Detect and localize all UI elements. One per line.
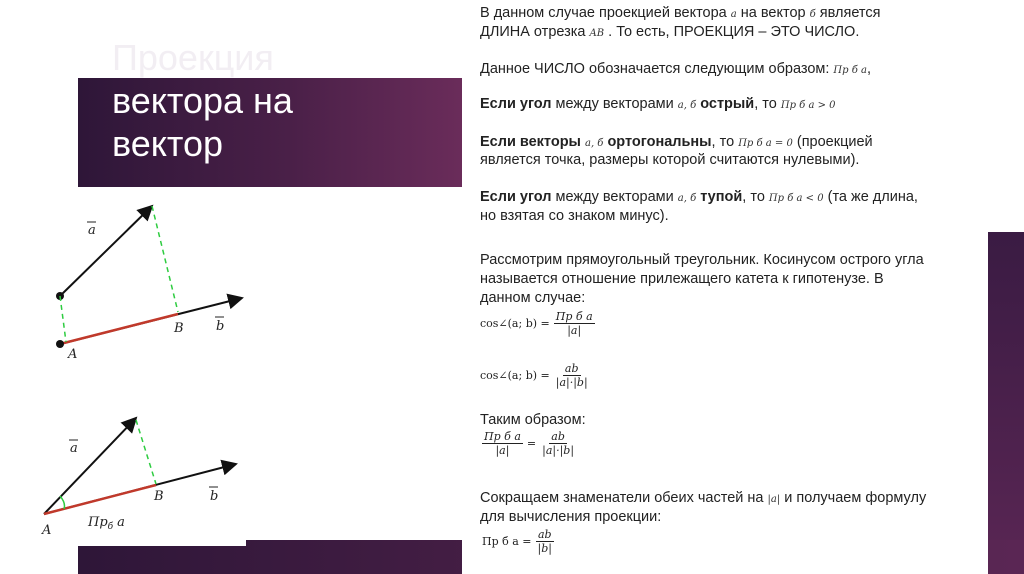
dashed-perpendicular-left — [60, 296, 66, 342]
label-point-B: B — [154, 489, 164, 504]
paragraph-acute: Если угол между векторами a, б острый, то Пр б a > 0 — [480, 96, 836, 112]
paragraph-cosine-line-3: данном случае: — [480, 290, 586, 306]
formula-projection-result: Пр б a = $\frac{ab}{|b|}$ — [482, 528, 552, 555]
orthogonal-formula: Пр б a = 0 — [738, 138, 793, 149]
projection-segment — [60, 314, 178, 344]
formula-cosine-dot-product: cos∠(a; b) = $\frac{ab}{|a|\cdot|b|}$ — [480, 362, 588, 389]
vectors-symbol: a, б — [677, 193, 697, 204]
vector-b-symbol: б — [809, 9, 816, 20]
paragraph-cosine-line-2: называется отношение прилежащего катета к гипотенузе. В — [480, 271, 884, 287]
projection-notation: Пр б a — [833, 65, 867, 76]
label-vector-b: b — [216, 319, 225, 334]
paragraph-orthogonal-line-1: Если векторы a, б ортогональны, то Пр б a = 0 (проекцией — [480, 134, 873, 150]
paragraph-thus: Таким образом: — [480, 412, 586, 428]
vector-a-line — [44, 418, 136, 514]
label-point-B: B — [174, 321, 184, 336]
dashed-perpendicular-right — [152, 206, 178, 312]
formula-equality: $\frac{\text{Пр б a}}{|a|}$ = $\frac{ab}{|a|\cdot|b|}$ — [484, 430, 575, 457]
label-vector-a: a — [88, 223, 96, 238]
vector-a-symbol: a — [730, 9, 737, 20]
abs-a-symbol: |a| — [767, 494, 781, 505]
title-line-2: вектора на — [112, 80, 293, 121]
paragraph-2: Данное ЧИСЛО обозначается следующим образом: Пр б a, — [480, 61, 871, 77]
slide-title — [112, 36, 293, 165]
label-point-A: A — [68, 347, 78, 362]
paragraph-obtuse-line-1: Если угол между векторами a, б тупой, то Пр б a < 0 (та же длина, — [480, 189, 918, 205]
paragraph-orthogonal-line-2: является точка, размеры которой считаются нулевыми). — [480, 152, 860, 168]
figure-acute-projection — [44, 188, 252, 374]
vectors-symbol: a, б — [677, 100, 697, 111]
paragraph-1-line-2: ДЛИНА отрезка AB . То есть, ПРОЕКЦИЯ – ЭТО ЧИСЛО. — [480, 24, 860, 40]
acute-formula: Пр б a > 0 — [780, 100, 836, 111]
angle-arc — [60, 496, 65, 509]
segment-ab-symbol: AB — [589, 28, 605, 39]
title-line-1: Проекция — [112, 37, 274, 78]
paragraph-1-line-1: В данном случае проекцией вектора a на вектор б является — [480, 5, 881, 21]
vectors-symbol: a, б — [584, 138, 604, 149]
dashed-perpendicular — [136, 420, 156, 484]
title-line-3: вектор — [112, 123, 224, 164]
paragraph-obtuse-line-2: но взятая со знаком минус). — [480, 208, 669, 224]
formula-cosine-projection: cos∠(a; b) = $\frac{\text{Пр б a}}{|a|}$ — [480, 310, 593, 337]
label-projection — [87, 515, 125, 532]
figure-projection-labeled — [38, 408, 246, 546]
label-vector-a: a — [70, 441, 78, 456]
point-A-dot — [56, 340, 64, 348]
right-accent-band — [988, 232, 1024, 574]
label-proj-word: Пр — [88, 515, 108, 530]
label-vector-b: b — [210, 489, 219, 504]
label-proj-vec: a — [117, 515, 125, 530]
paragraph-reduce-line-2: для вычисления проекции: — [480, 509, 662, 525]
label-point-A: A — [42, 523, 52, 538]
vector-a-line — [60, 206, 152, 296]
obtuse-formula: Пр б a < 0 — [768, 193, 824, 204]
paragraph-cosine-line-1: Рассмотрим прямоугольный треугольник. Косинусом острого угла — [480, 252, 924, 268]
paragraph-reduce-line-1: Сокращаем знаменатели обеих частей на |a| и получаем формулу — [480, 490, 927, 506]
projection-segment — [44, 485, 156, 514]
label-proj-sub: б — [107, 522, 114, 532]
